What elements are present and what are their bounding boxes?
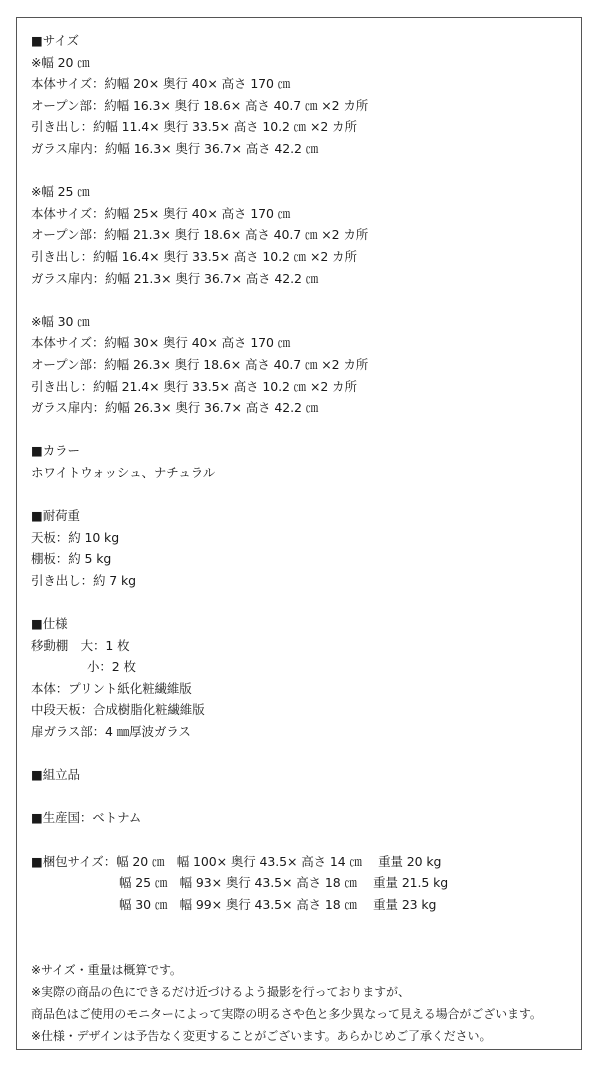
size-w30-open: オープン部：約幅 26.3× 奥行 18.6× 高さ 40.7 ㎝ ×2 カ所 [31, 356, 369, 372]
color-value: ホワイトウォッシュ、ナチュラル [31, 464, 216, 480]
package-row-3: 幅 30 ㎝ 幅 99× 奥行 43.5× 高さ 18 ㎝ 重量 23 kg [119, 896, 437, 912]
note-4: ※仕様・デザインは予告なく変更することがございます。あらかじめご了承ください。 [31, 1028, 492, 1043]
note-2: ※実際の商品の色にできるだけ近づけるよう撮影を行っておりますが、 [31, 984, 410, 999]
size-w25-body: 本体サイズ：約幅 25× 奥行 40× 高さ 170 ㎝ [31, 205, 291, 221]
size-w25-glass: ガラス扉内：約幅 21.3× 奥行 36.7× 高さ 42.2 ㎝ [31, 270, 319, 286]
size-w30-glass: ガラス扉内：約幅 26.3× 奥行 36.7× 高さ 42.2 ㎝ [31, 400, 319, 416]
assembly-heading: ■組立品 [31, 767, 80, 783]
spec-content [31, 30, 581, 1047]
size-w25-label: ※幅 25 ㎝ [31, 184, 90, 200]
size-heading: ■サイズ [31, 33, 79, 48]
size-w20-open: オープン部：約幅 16.3× 奥行 18.6× 高さ 40.7 ㎝ ×2 カ所 [31, 97, 369, 113]
spec-shelf-large: 移動棚 大：1 枚 [31, 637, 130, 653]
load-heading: ■耐荷重 [31, 508, 80, 524]
color-heading: ■カラー [31, 443, 80, 459]
package-row-1: ■梱包サイズ：幅 20 ㎝ 幅 100× 奥行 43.5× 高さ 14 ㎝ 重量 20 kg [31, 853, 442, 869]
size-w20-body: 本体サイズ：約幅 20× 奥行 40× 高さ 170 ㎝ [31, 76, 291, 92]
spec-heading: ■仕様 [31, 616, 68, 632]
spec-glass: 扉ガラス部：4 ㎜厚波ガラス [31, 724, 191, 739]
size-w30-drawer: 引き出し：約幅 21.4× 奥行 33.5× 高さ 10.2 ㎝ ×2 カ所 [31, 378, 357, 394]
package-row-2: 幅 25 ㎝ 幅 93× 奥行 43.5× 高さ 18 ㎝ 重量 21.5 kg [119, 875, 449, 891]
load-shelf: 棚板：約 5 kg [31, 551, 112, 567]
size-w20-glass: ガラス扉内：約幅 16.3× 奥行 36.7× 高さ 42.2 ㎝ [31, 140, 319, 156]
size-w30-label: ※幅 30 ㎝ [31, 313, 90, 329]
note-3: 商品色はご使用のモニターによって実際の明るさや色と多少異なって見える場合がございます。 [31, 1006, 542, 1021]
size-w25-drawer: 引き出し：約幅 16.4× 奥行 33.5× 高さ 10.2 ㎝ ×2 カ所 [31, 248, 357, 264]
spec-body: 本体：プリント紙化粧繊維版 [31, 680, 192, 696]
note-1: ※サイズ・重量は概算です。 [31, 962, 182, 977]
size-w20-label: ※幅 20 ㎝ [31, 54, 90, 70]
spec-mid-top: 中段天板：合成樹脂化粧繊維版 [31, 702, 205, 718]
load-drawer: 引き出し：約 7 kg [31, 572, 136, 588]
load-top: 天板：約 10 kg [31, 529, 120, 545]
size-w20-drawer: 引き出し：約幅 11.4× 奥行 33.5× 高さ 10.2 ㎝ ×2 カ所 [31, 119, 357, 135]
origin-text: ■生産国：ベトナム [31, 810, 142, 826]
size-w30-body: 本体サイズ：約幅 30× 奥行 40× 高さ 170 ㎝ [31, 335, 291, 351]
spec-shelf-small: 小：2 枚 [87, 659, 136, 675]
size-w25-open: オープン部：約幅 21.3× 奥行 18.6× 高さ 40.7 ㎝ ×2 カ所 [31, 227, 369, 243]
